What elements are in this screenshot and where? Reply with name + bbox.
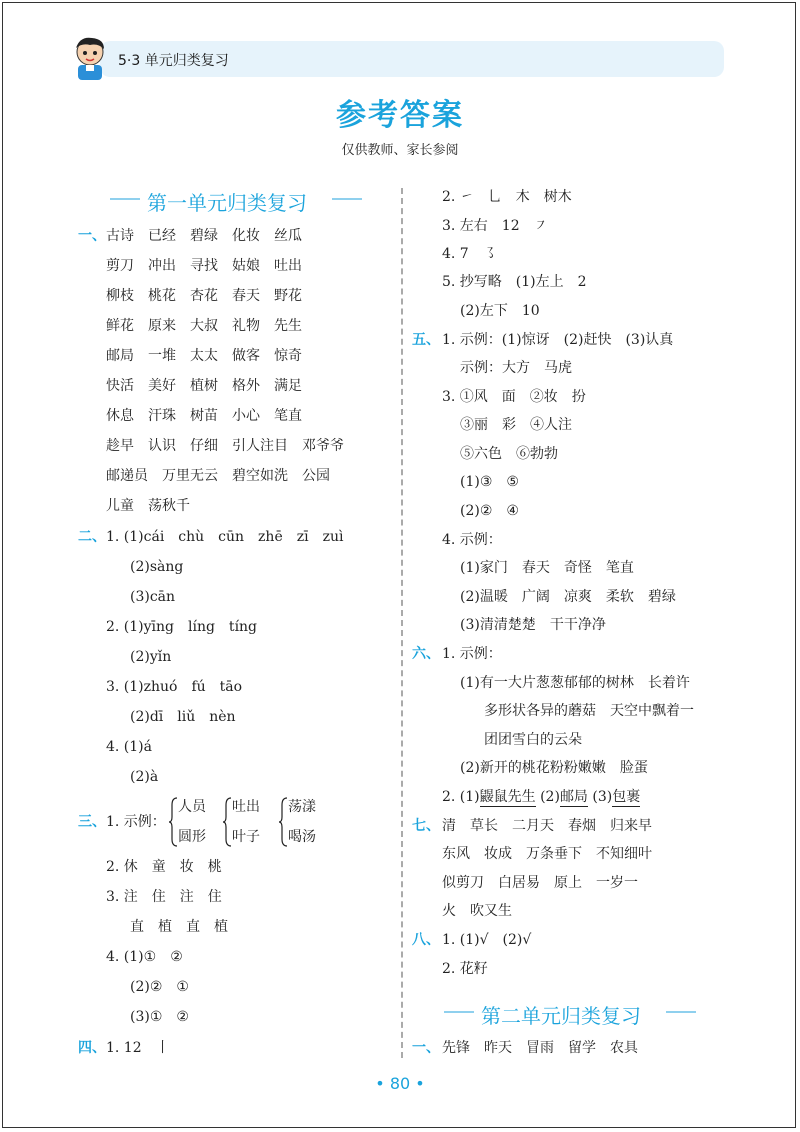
r-s7-row: 东风 妆成 万条垂下 不知细叶 xyxy=(442,846,652,862)
r-s5-row: ③丽 彩 ④人注 xyxy=(460,417,572,433)
q2-prefix: 2. (1) xyxy=(442,789,480,805)
brace3-top: 荡漾 xyxy=(288,799,316,815)
brace1-top: 人员 xyxy=(178,799,206,815)
r-s4-row: 3. 左右 12 ㇇ xyxy=(442,218,548,234)
r-s5-row: 1. 示例：(1)惊讶 (2)赶快 (3)认真 xyxy=(442,332,674,348)
u2-s1-lead: 一、 xyxy=(412,1040,440,1056)
page-number: • 80 • xyxy=(375,1074,425,1093)
u1-s1-row: 邮局 一堆 太太 做客 惊奇 xyxy=(106,348,302,364)
page-title: 参考答案 xyxy=(336,98,464,133)
u1-s1-row: 邮递员 万里无云 碧空如洗 公园 xyxy=(106,468,330,484)
r-s8-row: 1. (1)√ (2)√ xyxy=(442,932,532,948)
u1-s1-lead: 一、 xyxy=(78,228,106,244)
r-s5-row: 3. ①风 面 ②妆 扮 xyxy=(442,389,586,405)
r-s5-row: 示例：大方 马虎 xyxy=(460,360,572,376)
r-s6-row: 多形状各异的蘑菇 天空中飘着一 xyxy=(484,703,694,719)
r-s6-row: (2)新开的桃花粉粉嫩嫩 脸蛋 xyxy=(460,760,648,776)
u1-s3-lead: 三、 xyxy=(78,814,106,830)
r-s6-row: 团团雪白的云朵 xyxy=(484,732,582,748)
u1-s1-row: 古诗 已经 碧绿 化妆 丝瓜 xyxy=(106,228,302,244)
q2-answer-c: 包裹 xyxy=(612,789,641,805)
brace2-top: 吐出 xyxy=(232,799,260,815)
r-s5-row: 4. 示例： xyxy=(442,532,502,548)
r-s6-row: (1)有一大片葱葱郁郁的树林 长着许 xyxy=(460,675,690,691)
brace-icon xyxy=(222,797,232,847)
page-subtitle: 仅供教师、家长参阅 xyxy=(341,143,459,158)
q2-mid1: (2) xyxy=(540,789,560,805)
u1-s3-row: 4. (1)① ② xyxy=(106,949,183,965)
unit1-title: 第一单元归类复习 xyxy=(147,191,307,215)
brace3-bottom: 喝汤 xyxy=(288,829,316,845)
r-s4-row: 2. ㇀ 乚 木 树木 xyxy=(442,189,572,205)
u1-s3-row: 3. 注 住 注 住 xyxy=(106,889,222,905)
u1-s2-row: 3. (1)zhuó fú tāo xyxy=(106,679,243,695)
u1-s2-row: 4. (1)á xyxy=(106,739,152,755)
r-s7-row: 清 草长 二月天 春烟 归来早 xyxy=(442,818,652,834)
column-divider xyxy=(401,188,403,1058)
brace1-bottom: 圆形 xyxy=(178,829,206,845)
u1-s1-row: 鲜花 原来 大叔 礼物 先生 xyxy=(106,318,302,334)
unit2-title-line-left xyxy=(444,1011,474,1013)
r-s5-lead: 五、 xyxy=(412,332,440,348)
r-s7-lead: 七、 xyxy=(412,818,440,834)
r-s7-row: 火 吹又生 xyxy=(442,903,512,919)
u1-s4-row: 1. 12 丨 xyxy=(106,1040,170,1056)
r-s5-row: (2)温暖 广阔 凉爽 柔软 碧绿 xyxy=(460,589,676,605)
r-s8-row: 2. 花籽 xyxy=(442,961,488,977)
mascot-boy-icon xyxy=(68,34,112,82)
r-s6-row: 1. 示例： xyxy=(442,646,502,662)
unit1-title-line-right xyxy=(332,198,362,200)
q2-answer-b: 邮局 xyxy=(559,789,588,805)
r-s5-row: (1)③ ⑤ xyxy=(460,474,519,490)
brace-icon xyxy=(168,797,178,847)
u1-s1-row: 快活 美好 植树 格外 满足 xyxy=(106,378,302,394)
r-s6-q2 xyxy=(442,787,640,807)
brace2-bottom: 叶子 xyxy=(232,829,260,845)
u1-s1-row: 柳枝 桃花 杏花 春天 野花 xyxy=(106,288,302,304)
r-s6-lead: 六、 xyxy=(412,646,440,662)
unit1-title-line-left xyxy=(110,198,140,200)
u1-s2-lead: 二、 xyxy=(78,529,106,545)
r-s4-row: (2)左下 10 xyxy=(460,303,540,319)
r-s5-row: (1)家门 春天 奇怪 笔直 xyxy=(460,560,634,576)
u1-s3-row: (3)① ② xyxy=(130,1009,189,1025)
u1-s2-row: 1. (1)cái chù cūn zhē zī zuì xyxy=(106,529,344,545)
header-label: 5·3 单元归类复习 xyxy=(118,53,229,69)
q2-answer-a: 鼹鼠先生 xyxy=(479,789,536,805)
r-s5-row: (2)② ④ xyxy=(460,503,519,519)
u1-s4-lead: 四、 xyxy=(78,1040,106,1056)
q2-mid2: (3) xyxy=(592,789,613,805)
u1-s3-row: 直 植 直 植 xyxy=(130,919,228,935)
u1-s3-row: (2)② ① xyxy=(130,979,189,995)
r-s4-row: 5. 抄写略 (1)左上 2 xyxy=(442,274,587,290)
u1-s1-row: 趁早 认识 仔细 引人注目 邓爷爷 xyxy=(106,438,344,454)
r-s8-lead: 八、 xyxy=(412,932,440,948)
unit2-title: 第二单元归类复习 xyxy=(481,1004,641,1028)
u1-s2-row: (3)cān xyxy=(130,589,176,605)
unit2-title-line-right xyxy=(666,1011,696,1013)
u1-s2-row: 2. (1)yīng líng tíng xyxy=(106,619,258,635)
u1-s3-row: 2. 休 童 妆 桃 xyxy=(106,859,222,875)
u1-s1-row: 儿童 荡秋千 xyxy=(106,498,190,514)
u1-s1-row: 剪刀 冲出 寻找 姑娘 吐出 xyxy=(106,258,302,274)
u1-s2-row: (2)dī liǔ nèn xyxy=(130,709,236,725)
u1-s2-row: (2)sàng xyxy=(130,559,184,575)
r-s5-row: ⑤六色 ⑥勃勃 xyxy=(460,446,558,462)
u1-s1-row: 休息 汗珠 树苗 小心 笔直 xyxy=(106,408,302,424)
r-s7-row: 似剪刀 白居易 原上 一岁一 xyxy=(442,875,638,891)
u1-s3-q1-prefix: 1. 示例： xyxy=(106,814,166,830)
r-s5-row: (3)清清楚楚 干干净净 xyxy=(460,617,606,633)
u1-s2-row: (2)à xyxy=(130,769,159,785)
u1-s2-row: (2)yǐn xyxy=(130,649,172,665)
u2-s1-row: 先锋 昨天 冒雨 留学 农具 xyxy=(442,1040,638,1056)
r-s4-row: 4. 7 ㇌ xyxy=(442,246,497,262)
brace-icon xyxy=(278,797,288,847)
